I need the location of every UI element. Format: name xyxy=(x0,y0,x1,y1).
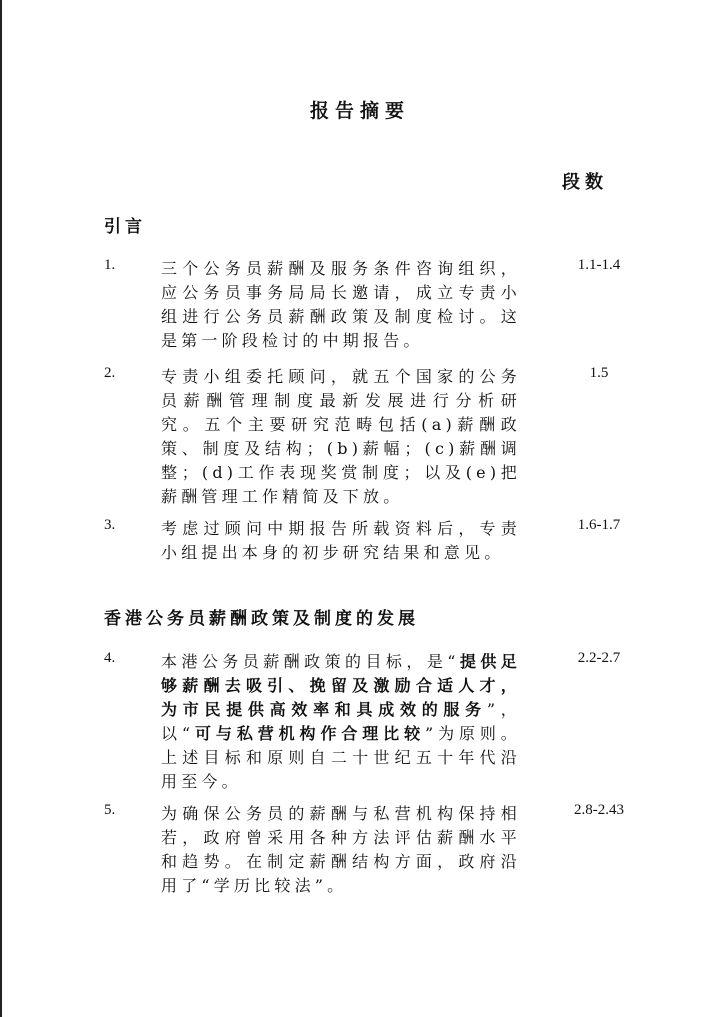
item-text xyxy=(161,365,521,509)
item-number: 5. xyxy=(104,802,116,818)
item-number: 1. xyxy=(104,257,116,273)
item-text-segment: 三个公务员薪酬及服务条件咨询组织，应公务员事务局局长邀请，成立专责小组进行公务员薪酬政策及制度检讨。这是第一阶段检讨的中期报告。 xyxy=(161,259,521,350)
section-heading-pay-policy-development: 香港公务员薪酬政策及制度的发展 xyxy=(104,609,419,629)
paragraph-column-header: 段数 xyxy=(562,172,608,193)
section-heading-introduction: 引言 xyxy=(104,217,146,237)
item-text-segment: 本港公务员薪酬政策的目标，是“ xyxy=(161,652,460,671)
item-text-emphasis: 提供足够薪酬去吸引、挽留及激励合适人才，为市民提供高效率和具成效的服务 xyxy=(161,652,521,719)
item-paragraph-reference: 1.6-1.7 xyxy=(577,517,621,533)
item-text xyxy=(161,517,521,565)
page-left-border xyxy=(0,0,2,1017)
item-text xyxy=(161,802,521,898)
item-text-emphasis: 可与私营机构作合理比较 xyxy=(194,724,425,743)
item-number: 2. xyxy=(104,365,116,381)
item-text-segment: 专责小组委托顾问，就五个国家的公务员薪酬管理制度最新发展进行分析研究。五个主要研究范畴包括(a)薪酬政策、制度及结构；(b)薪幅；(c)薪酬调整；(d)工作表现奖赏制度；以及(e)把薪酬管理工作精简及下放。 xyxy=(161,367,521,506)
item-text-segment: 考虑过顾问中期报告所载资料后，专责小组提出本身的初步研究结果和意见。 xyxy=(161,519,521,562)
item-text-segment: 为确保公务员的薪酬与私营机构保持相若，政府曾采用各种方法评估薪酬水平和趋势。在制定薪酬结构方面，政府沿用了“学历比较法”。 xyxy=(161,804,521,895)
item-text-segment: ”为原则。上述目标和原则自二十世纪五十年代沿用至今。 xyxy=(161,724,521,791)
item-text-segment: ”，以“ xyxy=(161,700,521,743)
item-paragraph-reference: 1.5 xyxy=(589,365,609,381)
item-number: 4. xyxy=(104,650,116,666)
item-paragraph-reference: 1.1-1.4 xyxy=(577,257,621,273)
item-text xyxy=(161,257,521,353)
item-text xyxy=(161,650,521,794)
page-title: 报告摘要 xyxy=(309,100,410,122)
item-paragraph-reference: 2.2-2.7 xyxy=(577,650,621,666)
item-paragraph-reference: 2.8-2.43 xyxy=(574,802,624,818)
item-number: 3. xyxy=(104,517,116,533)
